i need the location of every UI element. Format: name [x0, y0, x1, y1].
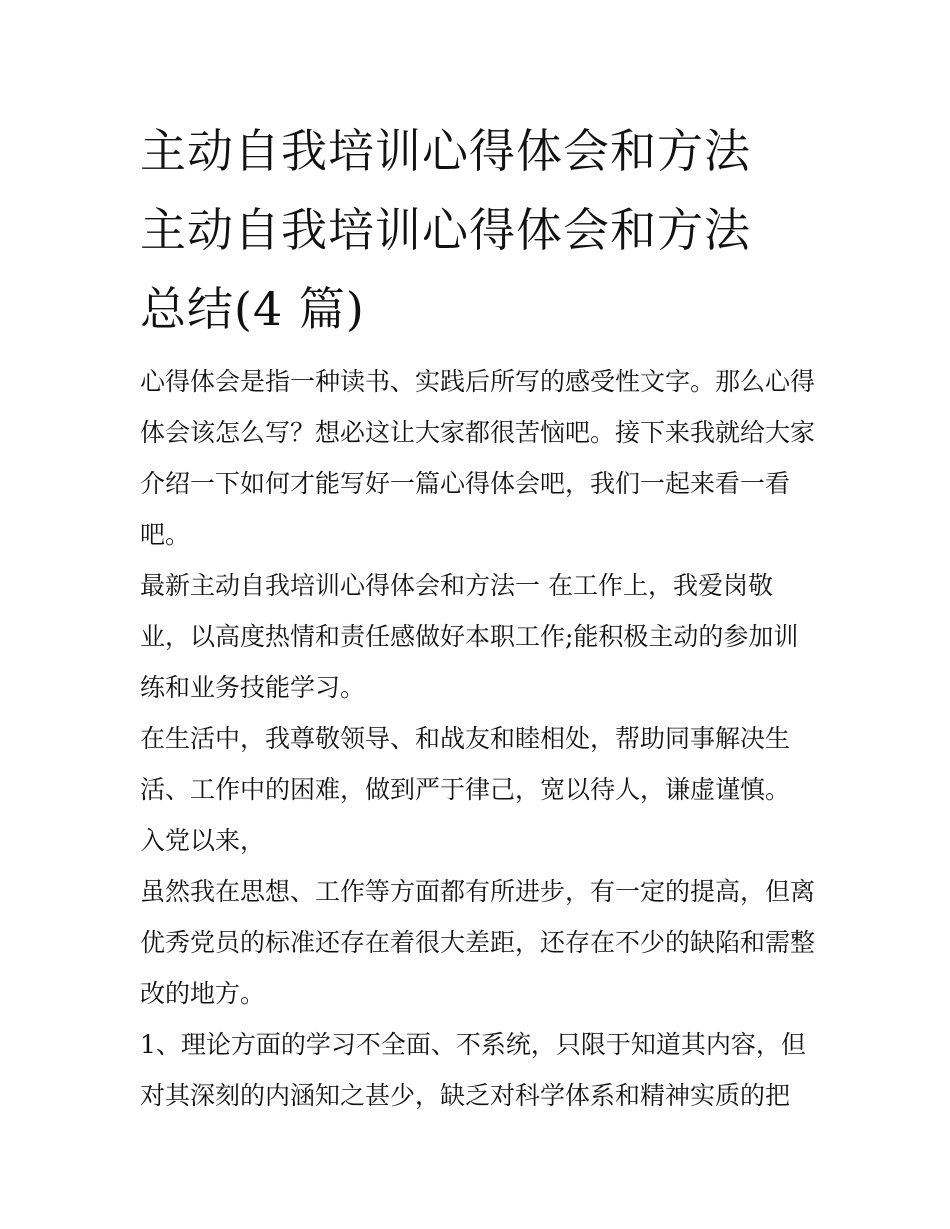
body-line-14: 1、理论方面的学习不全面、不系统，只限于知道其内容，但	[140, 1030, 806, 1059]
body-line-13: 改的地方。	[140, 979, 266, 1008]
body-line-3: 介绍一下如何才能写好一篇心得体会吧，我们一起来看一看	[140, 469, 791, 498]
document-body	[140, 356, 830, 1121]
title-line-2: 主动自我培训心得体会和方法	[140, 203, 751, 257]
title-line-3: 总结(4 篇)	[140, 282, 365, 336]
body-line-2: 体会该怎么写？想必这让大家都很苦恼吧。接下来我就给大家	[140, 418, 816, 447]
body-line-8: 在生活中，我尊敬领导、和战友和睦相处，帮助同事解决生	[140, 724, 791, 753]
body-line-5: 最新主动自我培训心得体会和方法一 在工作上，我爱岗敬	[140, 571, 773, 600]
body-line-15: 对其深刻的内涵知之甚少，缺乏对科学体系和精神实质的把	[140, 1081, 791, 1110]
title-line-1: 主动自我培训心得体会和方法	[140, 124, 751, 178]
body-line-9: 活、工作中的困难，做到严于律己，宽以待人，谦虚谨慎。	[140, 775, 791, 804]
body-line-12: 优秀党员的标准还存在着很大差距，还存在不少的缺陷和需整	[140, 928, 816, 957]
body-line-6: 业，以高度热情和责任感做好本职工作;能积极主动的参加训	[140, 622, 799, 651]
body-line-1: 心得体会是指一种读书、实践后所写的感受性文字。那么心得	[140, 367, 816, 396]
body-line-11: 虽然我在思想、工作等方面都有所进步，有一定的提高，但离	[140, 877, 816, 906]
body-line-4: 吧。	[140, 520, 191, 549]
document-title	[140, 112, 840, 349]
body-line-7: 练和业务技能学习。	[140, 673, 366, 702]
body-line-10: 入党以来，	[140, 826, 266, 855]
